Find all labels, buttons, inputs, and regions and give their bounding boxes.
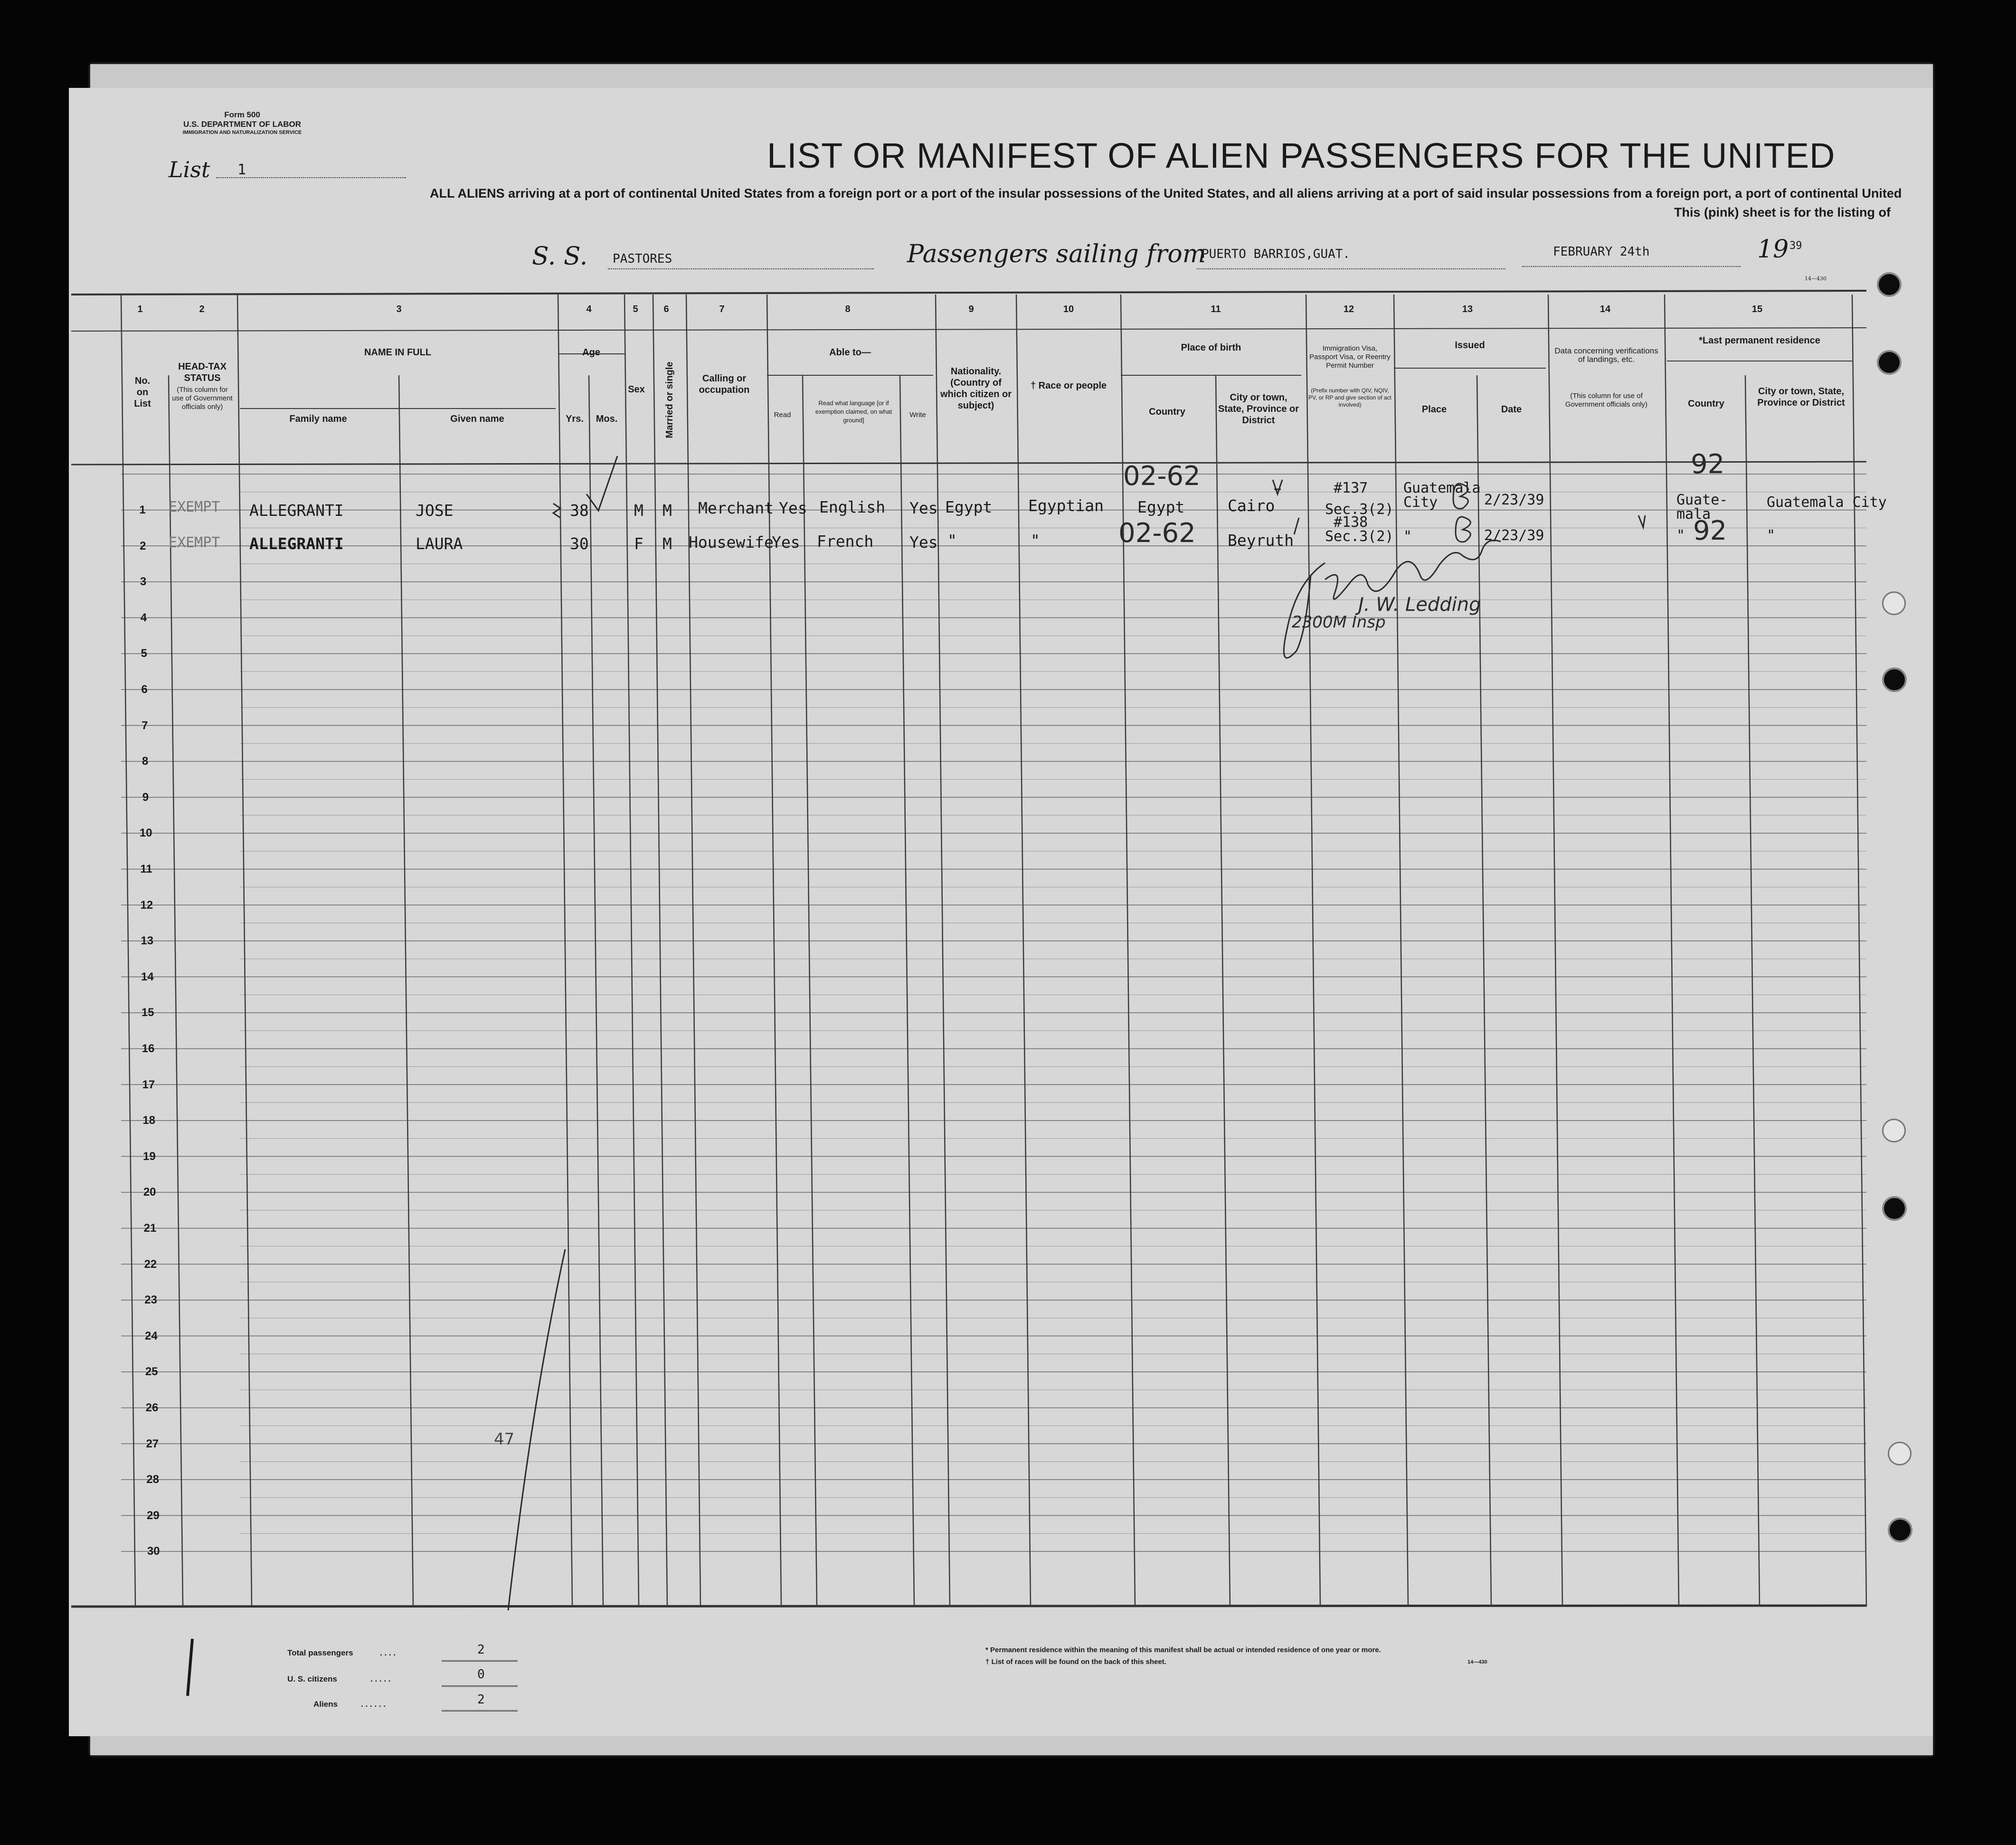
margin-mark: 47	[494, 1430, 515, 1449]
form-number: Form 500	[224, 110, 260, 119]
aliens-value: 2	[477, 1693, 485, 1707]
row-number: 9	[142, 790, 149, 804]
column-number: 8	[845, 304, 851, 314]
row-number: 16	[142, 1042, 155, 1055]
can-read: Yes	[772, 533, 800, 552]
header-visa: Immigration Visa, Passport Visa, or Reentry Permit Number	[1309, 344, 1391, 370]
marital-status: M	[663, 501, 672, 520]
header-place-of-birth: Place of birth	[1181, 342, 1241, 353]
column-number: 12	[1343, 304, 1354, 314]
row-number: 29	[147, 1509, 160, 1522]
header-race: † Race or people	[1030, 380, 1107, 391]
manifest-title: LIST OR MANIFEST OF ALIEN PASSENGERS FOR THE UNITED	[767, 136, 1836, 175]
row-number: 3	[140, 575, 147, 589]
footnote-permanent-residence: * Permanent residence within the meaning of this manifest shall be actual or intended residence of one year or more.	[985, 1646, 1381, 1654]
birth-country: Egypt	[1137, 498, 1185, 516]
subtitle-line-2: This (pink) sheet is for the listing of	[1674, 205, 1891, 219]
row-number: 1	[139, 504, 146, 516]
inspector-signature: J. W. Ledding	[1358, 594, 1481, 616]
issued-place-2: City	[1403, 494, 1438, 511]
header-able-to: Able to—	[829, 347, 871, 358]
residence-country: Guate-	[1676, 492, 1728, 508]
header-data-verification: Data concerning verifications of landings, etc.	[1554, 346, 1658, 364]
total-passengers-label: Total passengers	[287, 1648, 353, 1657]
header-yrs: Yrs.	[566, 414, 584, 424]
year-prefix: 19	[1757, 235, 1789, 264]
visa-number: #138	[1334, 514, 1368, 531]
visa-number: #137	[1334, 480, 1368, 496]
footnote-code: 14—430	[1467, 1659, 1487, 1665]
department-name: U.S. DEPARTMENT OF LABOR	[183, 120, 302, 129]
race: Egyptian	[1028, 496, 1104, 515]
us-citizens-label: U. S. citizens	[287, 1674, 337, 1683]
age-years: 30	[570, 534, 589, 553]
header-issued: Issued	[1455, 340, 1485, 351]
page-mark	[180, 1634, 181, 1635]
column-number: 5	[633, 304, 638, 314]
row-number: 15	[141, 1006, 154, 1019]
column-number: 1	[137, 304, 143, 314]
column-number: 10	[1063, 304, 1074, 314]
list-number: 1	[237, 162, 246, 178]
header-data-verification-note: (This column for use of Government officials only)	[1565, 392, 1648, 409]
nationality: "	[947, 531, 957, 550]
year-suffix: 39	[1789, 240, 1802, 252]
total-passengers-value: 2	[477, 1643, 485, 1657]
column-number: 14	[1600, 304, 1611, 314]
header-no-on-list: No. on List	[134, 376, 151, 409]
given-name: LAURA	[416, 534, 463, 553]
row-number: 4	[140, 611, 147, 624]
nationality: Egypt	[945, 498, 993, 516]
race: "	[1031, 531, 1040, 550]
handwritten-code: 02-62	[1123, 461, 1201, 492]
can-write: Yes	[909, 499, 938, 517]
row-number: 19	[143, 1150, 156, 1163]
issued-place: Guatemala	[1403, 480, 1481, 496]
row-number: 20	[143, 1186, 156, 1199]
leader-dots: . . . . . .	[361, 1700, 386, 1709]
column-number: 9	[968, 304, 974, 314]
departure-port: PUERTO BARRIOS,GUAT.	[1202, 247, 1351, 261]
occupation: Merchant	[698, 499, 774, 517]
header-name-in-full: NAME IN FULL	[364, 347, 432, 358]
given-name: JOSE	[416, 501, 454, 520]
issued-date: 2/23/39	[1484, 527, 1544, 544]
can-write: Yes	[909, 533, 938, 552]
row-number: 10	[139, 827, 152, 840]
row-number: 30	[147, 1545, 160, 1558]
row-number: 8	[142, 755, 149, 768]
column-number: 6	[663, 304, 669, 314]
column-number: 3	[396, 304, 402, 314]
leader-dots: . . . . .	[370, 1674, 391, 1683]
row-number: 6	[141, 683, 148, 696]
header-mos: Mos.	[596, 414, 618, 424]
occupation: Housewife	[689, 533, 774, 552]
subtitle-line-1: ALL ALIENS arriving at a port of continental United States from a foreign port or a port of the insular possessions of the United States, and all aliens arriving at a port of said insular possessions from a foreign port, a port of continental United	[430, 186, 1902, 200]
handwritten-code: 02-62	[1118, 518, 1196, 549]
aliens-label: Aliens	[313, 1700, 338, 1709]
ss-label: S. S.	[532, 242, 588, 271]
sex: F	[634, 534, 644, 553]
family-name: ALLEGRANTI	[249, 534, 344, 553]
column-number: 7	[719, 304, 725, 314]
header-issued-date: Date	[1501, 404, 1522, 415]
departure-date: FEBRUARY 24th	[1553, 245, 1650, 259]
marital-status: M	[663, 534, 672, 553]
sailing-label: Passengers sailing from	[907, 240, 1206, 268]
form-code: 14—430	[1805, 276, 1827, 282]
handwritten-residence-code: 92	[1693, 515, 1727, 546]
header-read-language: Read what language [or if exemption claimed, on what ground]	[815, 399, 892, 424]
header-nationality: Nationality. (Country of which citizen or subject)	[940, 366, 1012, 411]
issued-place: "	[1403, 528, 1412, 545]
header-issued-place: Place	[1421, 404, 1447, 415]
row-number: 5	[141, 647, 147, 660]
can-read: Yes	[779, 499, 807, 517]
row-number: 23	[144, 1293, 157, 1307]
head-tax-status: EXEMPT	[169, 499, 220, 515]
row-number: 28	[146, 1473, 159, 1486]
leader-dots: . . . .	[380, 1648, 396, 1657]
birth-city: Beyruth	[1228, 531, 1294, 550]
header-read: Read	[774, 411, 791, 419]
issued-date: 2/23/39	[1484, 492, 1544, 508]
row-number: 22	[144, 1257, 157, 1271]
visa-section: Sec.3(2)	[1325, 528, 1394, 545]
row-number: 17	[142, 1078, 155, 1091]
footnote-races: † List of races will be found on the back of this sheet.	[985, 1658, 1166, 1666]
header-last-residence: *Last permanent residence	[1699, 335, 1820, 346]
list-label: List	[169, 157, 210, 182]
age-years: 38	[570, 501, 589, 520]
total-underline	[442, 1660, 518, 1662]
row-number: 26	[145, 1401, 159, 1414]
header-sex: Sex	[628, 384, 645, 395]
residence-city: Guatemala City	[1767, 494, 1887, 511]
header-birth-country: Country	[1149, 407, 1185, 417]
header-age: Age	[582, 347, 600, 358]
header-head-tax: HEAD-TAX STATUS	[178, 361, 227, 383]
row-number: 7	[142, 719, 148, 732]
header-head-tax-note: (This column for use of Government officials only)	[172, 386, 233, 411]
header-residence-country: Country	[1688, 399, 1724, 409]
header-family-name: Family name	[289, 414, 347, 424]
inspector-note: 2300M Insp	[1292, 613, 1386, 632]
column-number: 15	[1751, 304, 1763, 314]
header-given-name: Given name	[450, 414, 504, 424]
visa-section: Sec.3(2)	[1325, 501, 1394, 518]
head-tax-status: EXEMPT	[169, 534, 220, 551]
residence-city: "	[1767, 527, 1776, 544]
family-name: ALLEGRANTI	[249, 501, 344, 520]
row-number: 24	[145, 1329, 158, 1342]
row-number: 18	[142, 1114, 155, 1127]
read-language: French	[817, 532, 874, 551]
row-number: 14	[141, 970, 154, 983]
row-number: 12	[140, 898, 153, 912]
residence-country-2: mala	[1676, 506, 1711, 523]
ship-name: PASTORES	[613, 252, 672, 266]
residence-country: "	[1676, 527, 1685, 544]
us-citizens-value: 0	[477, 1667, 485, 1682]
header-residence-city: City or town, State, Province or District	[1757, 386, 1845, 408]
column-number: 2	[199, 304, 205, 314]
aliens-underline	[442, 1710, 518, 1712]
row-number: 25	[145, 1365, 158, 1379]
header-calling: Calling or occupation	[699, 373, 750, 395]
row-number: 2	[140, 539, 146, 552]
column-number: 13	[1462, 304, 1473, 314]
read-language: English	[819, 498, 886, 516]
handwritten-residence-code: 92	[1691, 449, 1725, 480]
service-name: IMMIGRATION AND NATURALIZATION SERVICE	[182, 130, 302, 135]
row-number: 13	[141, 934, 153, 948]
header-birth-city: City or town, State, Province or District	[1218, 392, 1299, 426]
row-number: 11	[140, 863, 152, 875]
column-number: 11	[1211, 304, 1221, 314]
citizens-underline	[442, 1685, 518, 1687]
header-visa-note: (Prefix number with QIV, NQIV, PV, or RP and give section of act involved)	[1308, 387, 1391, 408]
header-married-single: Married or single	[664, 361, 675, 438]
sex: M	[634, 501, 644, 520]
header-write: Write	[909, 411, 926, 419]
birth-city: Cairo	[1228, 496, 1275, 515]
row-number: 27	[146, 1437, 159, 1450]
column-number: 4	[586, 304, 592, 314]
row-number: 21	[143, 1222, 157, 1235]
